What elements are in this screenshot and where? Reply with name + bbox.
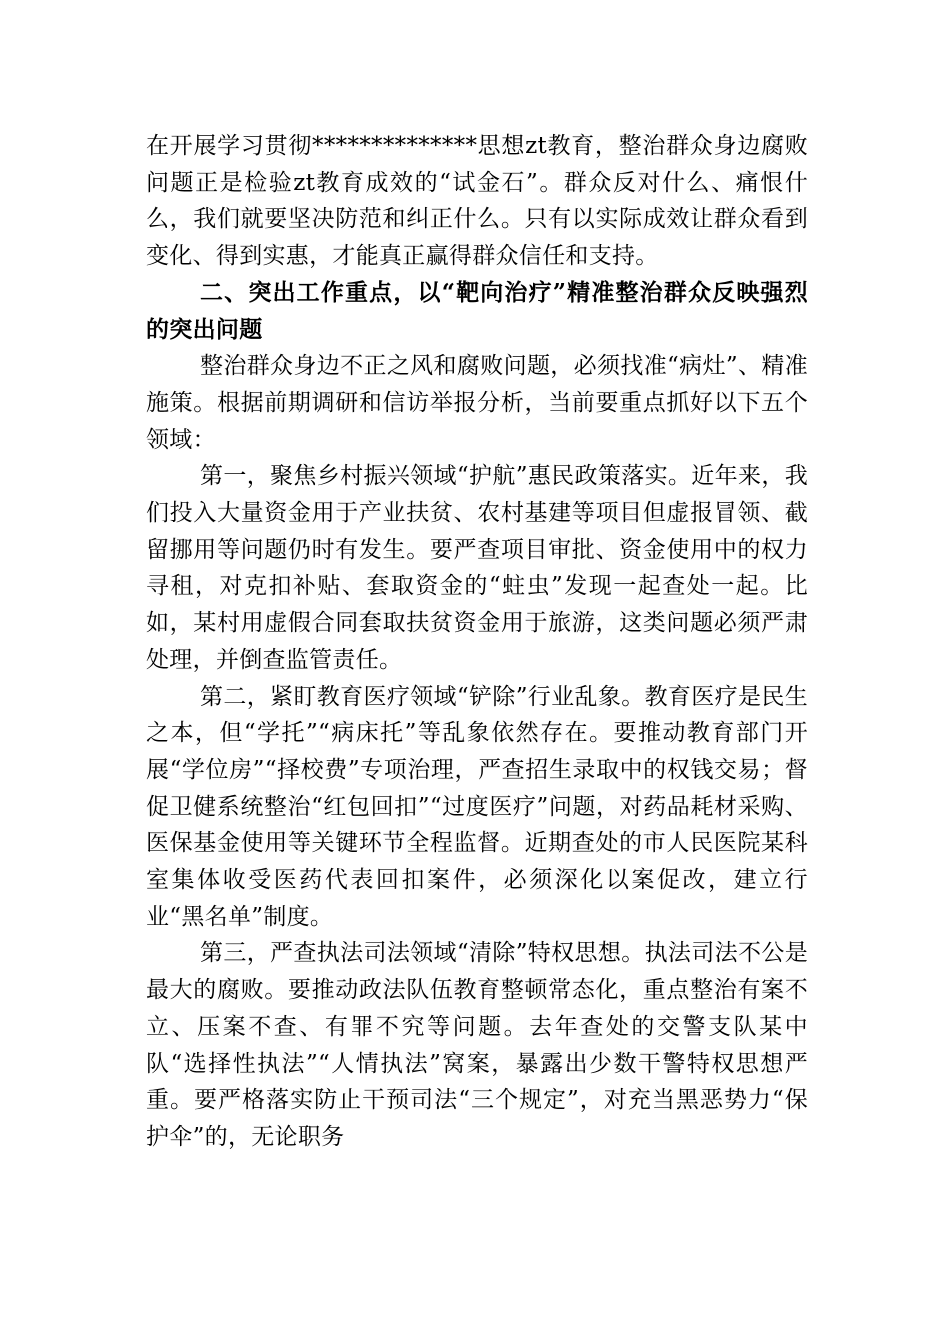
section-heading: 二、突出工作重点，以“靶向治疗”精准整治群众反映强烈的突出问题 <box>146 278 808 343</box>
paragraph-continued: 在开展学习贯彻**************思想zt教育，整治群众身边腐败问题正是检验zt教育成效的“试金石”。群众反对什么、痛恨什么，我们就要坚决防范和纠正什么。只有以实际成效让群众看到变化、得到实惠，才能真正赢得群众信任和支持。 <box>146 133 808 270</box>
document-body <box>146 128 808 1156</box>
paragraph: 第一，聚焦乡村振兴领域“护航”惠民政策落实。近年来，我们投入大量资金用于产业扶贫、农村基建等项目但虚报冒领、截留挪用等问题仍时有发生。要严查项目审批、资金使用中的权力寻租，对克扣补贴、套取资金的“蛀虫”发现一起查处一起。比如，某村用虚假合同套取扶贫资金用于旅游，这类问题必须严肃处理，并倒查监管责任。 <box>146 463 808 673</box>
paragraph: 整治群众身边不正之风和腐败问题，必须找准“病灶”、精准施策。根据前期调研和信访举报分析，当前要重点抓好以下五个领域： <box>146 353 808 453</box>
paragraph: 第二，紧盯教育医疗领域“铲除”行业乱象。教育医疗是民生之本，但“学托”“病床托”等乱象依然存在。要推动教育部门开展“学位房”“择校费”专项治理，严查招生录取中的权钱交易；督促卫健系统整治“红包回扣”“过度医疗”问题，对药品耗材采购、医保基金使用等关键环节全程监督。近期查处的市人民医院某科室集体收受医药代表回扣案件，必须深化以案促改，建立行业“黑名单”制度。 <box>146 683 808 930</box>
paragraph: 第三，严查执法司法领域“清除”特权思想。执法司法不公是最大的腐败。要推动政法队伍教育整顿常态化，重点整治有案不立、压案不查、有罪不究等问题。去年查处的交警支队某中队“选择性执法”“人情执法”窝案，暴露出少数干警特权思想严重。要严格落实防止干预司法“三个规定”，对充当黑恶势力“保护伞”的，无论职务 <box>146 940 808 1150</box>
